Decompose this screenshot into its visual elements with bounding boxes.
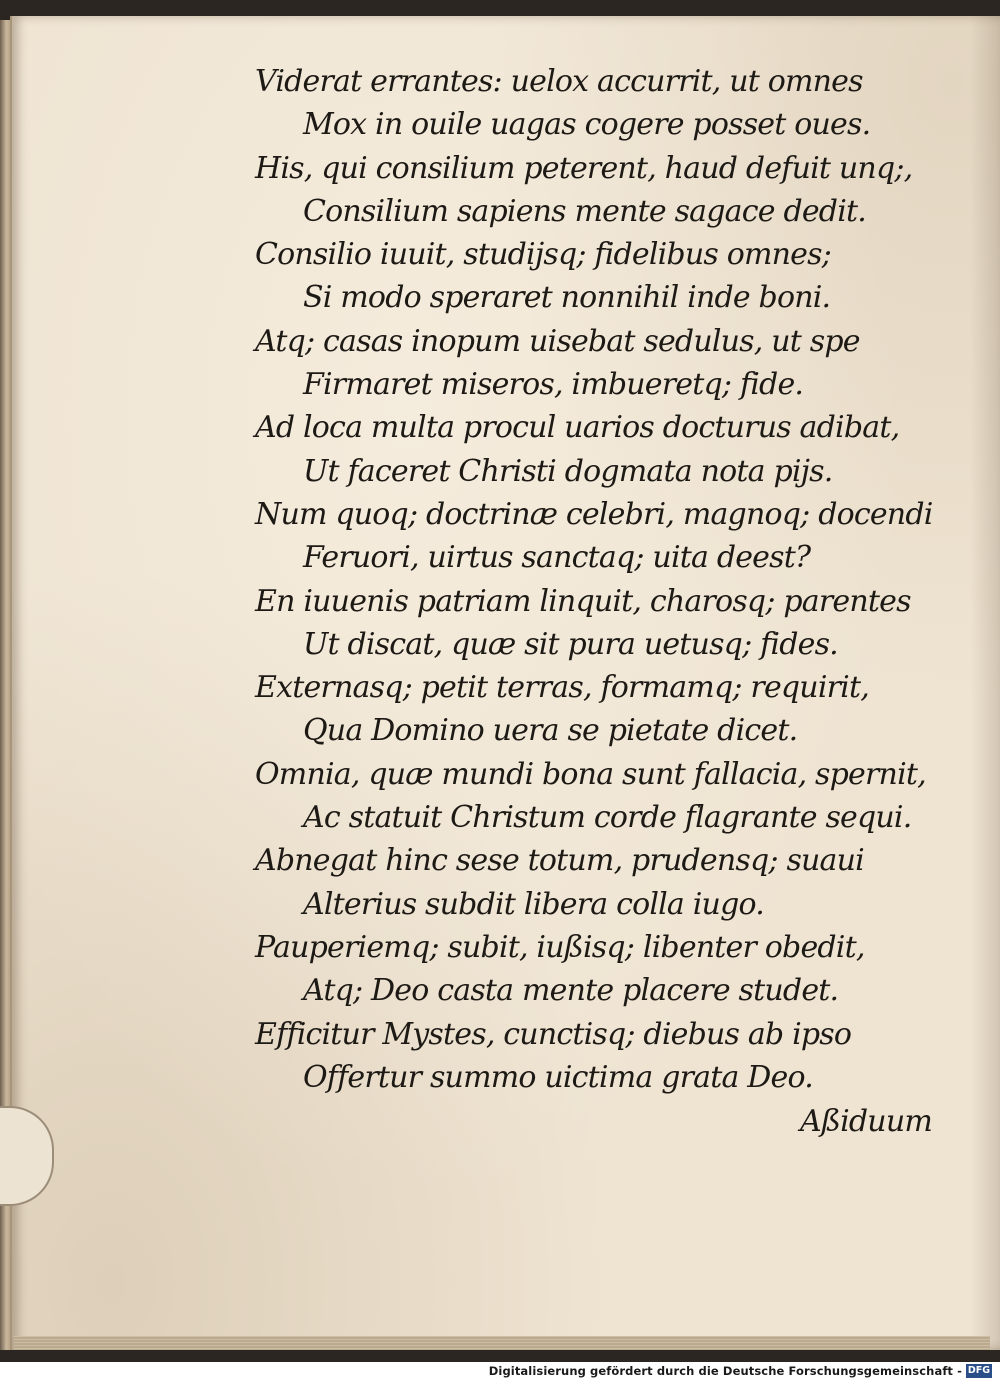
verse-line: Viderat errantes: uelox accurrit, ut omnes bbox=[255, 64, 863, 99]
verse-line: Feruori, uirtus sanctaq; uita deest? bbox=[303, 540, 811, 576]
page-stack-edge bbox=[14, 1336, 990, 1350]
verse-line: Ut discat, quæ sit pura uetusq; fides. bbox=[303, 626, 838, 662]
verse-line: Efficitur Mystes, cunctisq; diebus ab ipso bbox=[255, 1016, 852, 1052]
verse-line: Qua Domino uera se pietate dicet. bbox=[303, 713, 798, 749]
digitization-credit: Digitalisierung gefördert durch die Deutsche Forschungsgemeinschaft - bbox=[488, 1364, 962, 1378]
verse-line: Consilio iuuit, studijsq; fidelibus omnes; bbox=[255, 237, 831, 273]
verse-line: Atq; casas inopum uisebat sedulus, ut spe bbox=[255, 323, 860, 359]
catchword: Aßiduum bbox=[800, 1104, 932, 1139]
page-shadow bbox=[970, 16, 1000, 1350]
verse-line: Pauperiemq; subit, iußisq; libenter obedit, bbox=[255, 929, 865, 965]
verse-line: Firmaret miseros, imbueretq; fide. bbox=[303, 367, 804, 403]
verse-line: Ut faceret Christi dogmata nota pijs. bbox=[303, 453, 833, 489]
verse-line: Ad loca multa procul uarios docturus adibat, bbox=[255, 410, 900, 446]
verse-line: Alterius subdit libera colla iugo. bbox=[303, 886, 764, 922]
verse-line: His, qui consilium peterent, haud defuit unq;, bbox=[255, 150, 913, 186]
verse-line: Si modo speraret nonnihil inde boni. bbox=[303, 280, 831, 316]
verse-line: Abnegat hinc sese totum, prudensq; suaui bbox=[255, 843, 864, 879]
verse-line: Num quoq; doctrinæ celebri, magnoq; docendi bbox=[255, 496, 933, 532]
dfg-logo: DFG bbox=[967, 1365, 991, 1376]
verse-line: En iuuenis patriam linquit, charosq; parentes bbox=[255, 583, 911, 619]
verse-line: Offertur summo uictima grata Deo. bbox=[303, 1059, 813, 1095]
verse-line: Consilium sapiens mente sagace dedit. bbox=[303, 193, 866, 229]
verse-line: Omnia, quæ mundi bona sunt fallacia, spernit, bbox=[255, 756, 926, 792]
verse-line: Externasq; petit terras, formamq; requirit, bbox=[255, 670, 869, 706]
verse-text bbox=[255, 60, 935, 1099]
verse-line: Ac statuit Christum corde flagrante sequi. bbox=[303, 800, 912, 836]
verse-line: Mox in ouile uagas cogere posset oues. bbox=[303, 107, 871, 143]
verse-line: Atq; Deo casta mente placere studet. bbox=[303, 973, 839, 1009]
